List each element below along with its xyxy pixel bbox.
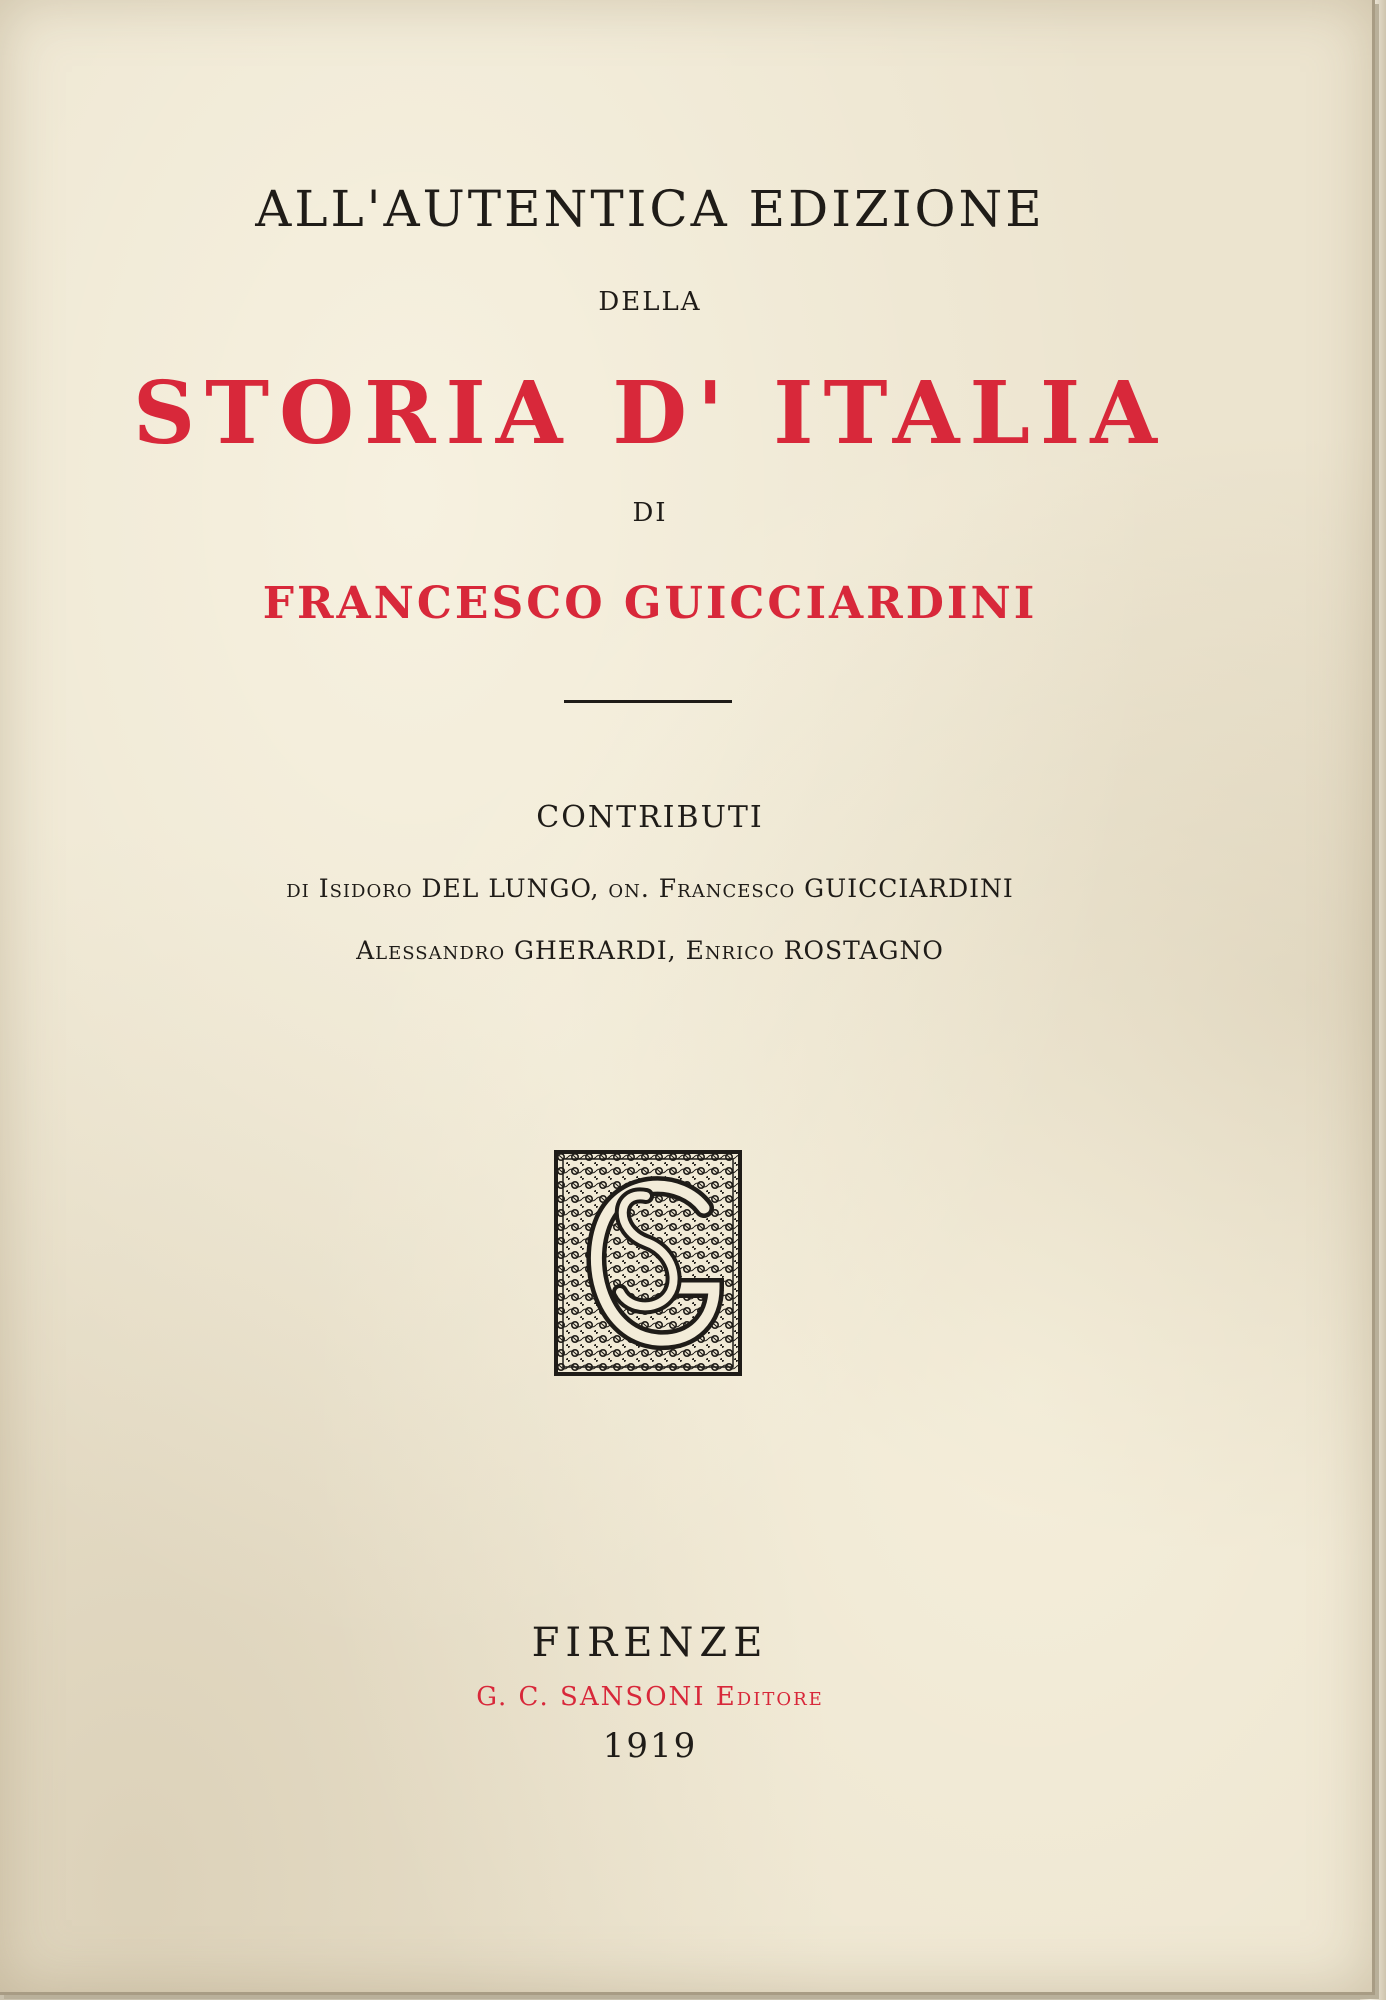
publisher-name: G. C. SANSONI Editore [476, 1682, 824, 1712]
publication-city: FIRENZE [531, 1620, 769, 1666]
divider-rule [564, 700, 732, 703]
contributors-line-2: Alessandro GHERARDI, Enrico ROSTAGNO [356, 936, 944, 965]
cover-heading: ALL'AUTENTICA EDIZIONE [255, 180, 1045, 238]
contributions-heading: CONTRIBUTI [536, 800, 764, 835]
contributors-line-1: di Isidoro DEL LUNGO, on. Francesco GUICCIARDINI [286, 874, 1014, 903]
connector-di: DI [632, 498, 668, 528]
book-title: STORIA D' ITALIA [133, 363, 1167, 464]
publication-year: 1919 [602, 1726, 698, 1766]
connector-della: DELLA [598, 287, 702, 317]
publisher-monogram-gs-icon [554, 1150, 742, 1376]
author-name: FRANCESCO GUICCIARDINI [262, 578, 1038, 629]
